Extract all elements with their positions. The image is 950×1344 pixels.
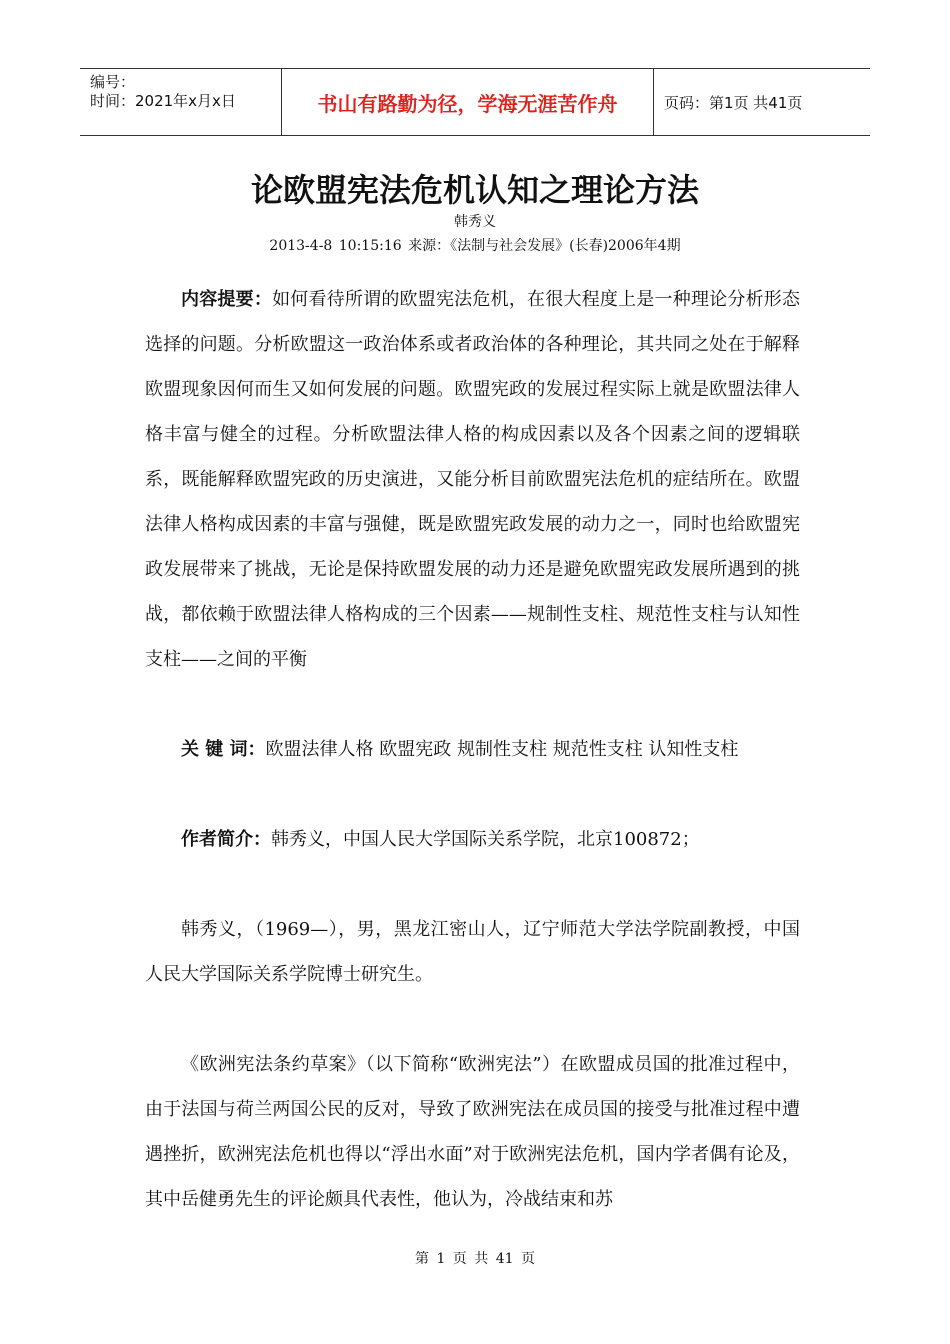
header-motto: 书山有路勤为径，学海无涯苦作舟 bbox=[282, 69, 654, 135]
author-intro-paragraph bbox=[145, 817, 800, 862]
keywords-paragraph bbox=[145, 727, 800, 772]
intro-paragraph: 《欧洲宪法条约草案》（以下简称“欧洲宪法”）在欧盟成员国的批准过程中，由于法国与荷兰两国公民的反对，导致了欧洲宪法在成员国的接受与批准过程中遭遇挫折，欧洲宪法危机也得以“浮出水面”对于欧洲宪法危机，国内学者偶有论及，其中岳健勇先生的评论颇具代表性，他认为，冷战结束和苏 bbox=[145, 1054, 800, 1210]
article-body bbox=[145, 277, 800, 1222]
article-meta: 2013-4-8 10:15:16 来源：《法制与社会发展》(长春)2006年4期 bbox=[269, 238, 681, 254]
author-intro-text: 韩秀义，中国人民大学国际关系学院，北京100872； bbox=[271, 829, 700, 850]
document-number-label: 编号： bbox=[90, 73, 136, 91]
page-footer: 第 1 页 共 41 页 bbox=[415, 1251, 535, 1267]
author-intro-label: 作者简介： bbox=[181, 829, 271, 850]
abstract-text: 如何看待所谓的欧盟宪法危机，在很大程度上是一种理论分析形态选择的问题。分析欧盟这一政治体系或者政治体的各种理论，其共同之处在于解释欧盟现象因何而生又如何发展的问题。欧盟宪政的发展过程实际上就是欧盟法律人格丰富与健全的过程。分析欧盟法律人格的构成因素以及各个因素之间的逻辑联系，既能解释欧盟宪政的历史演进，又能分析目前欧盟宪法危机的症结所在。欧盟法律人格构成因素的丰富与强健，既是欧盟宪政发展的动力之一，同时也给欧盟宪政发展带来了挑战，无论是保持欧盟发展的动力还是避免欧盟宪政发展所遇到的挑战，都依赖于欧盟法律人格构成的三个因素——规制性支柱、规范性支柱与认知性支柱——之间的平衡 bbox=[145, 289, 800, 670]
article-title: 论欧盟宪法危机认知之理论方法 bbox=[250, 171, 699, 209]
bio-paragraph: 韩秀义，（1969—），男，黑龙江密山人，辽宁师范大学法学院副教授，中国人民大学国际关系学院博士研究生。 bbox=[145, 919, 800, 985]
header-page-code: 页码：第1页 共41页 bbox=[664, 93, 803, 112]
keywords-text: 欧盟法律人格 欧盟宪政 规制性支柱 规范性支柱 认知性支柱 bbox=[265, 739, 739, 760]
keywords-label: 关 键 词： bbox=[181, 739, 266, 760]
document-date: 时间：2021年x月x日 bbox=[90, 92, 236, 110]
abstract-label: 内容提要： bbox=[181, 289, 273, 310]
page-header bbox=[80, 68, 870, 136]
article-author: 韩秀义 bbox=[454, 214, 496, 230]
header-info-cell bbox=[80, 69, 282, 135]
abstract-paragraph bbox=[145, 277, 800, 682]
